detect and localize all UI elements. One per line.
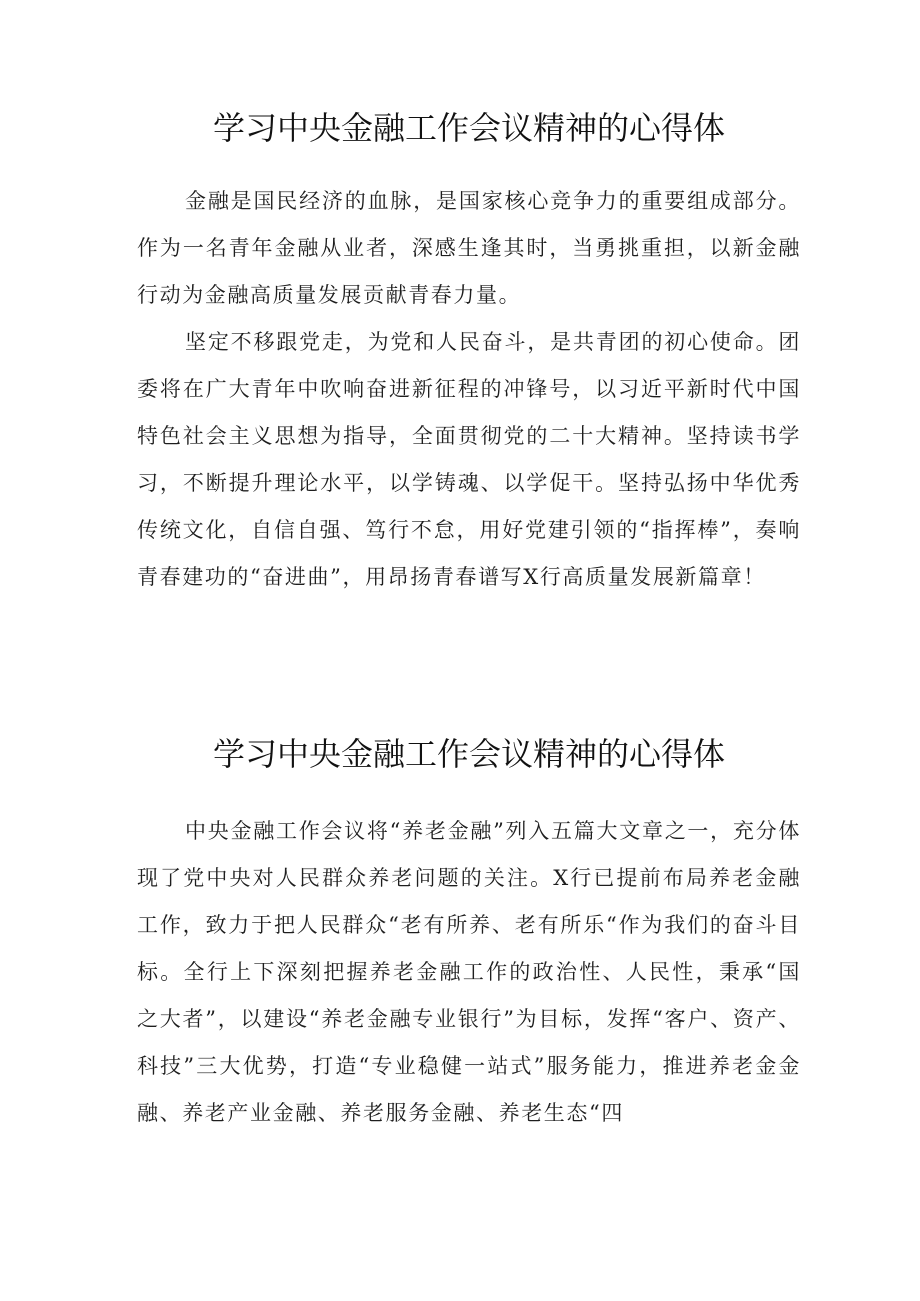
article-title: 学习中央金融工作会议精神的心得体 — [212, 735, 725, 773]
article-body — [137, 808, 801, 1137]
article-section-2 — [137, 726, 801, 1137]
article-section-1 — [137, 100, 801, 601]
article-title: 学习中央金融工作会议精神的心得体 — [212, 109, 725, 147]
paragraph: 金融是国民经济的血脉，是国家核心竞争力的重要组成部分。作为一名青年金融从业者，深感生逢其时，当勇挑重担，以新金融行动为金融高质量发展贡献青春力量。 — [137, 189, 801, 307]
paragraph: 中央金融工作会议将“养老金融”列入五篇大文章之一，充分体现了党中央对人民群众养老问题的关注。X行已提前布局养老金融工作，致力于把人民群众“老有所养、老有所乐“作为我们的奋斗目标。全行上下深刻把握养老金融工作的政治性、人民性，秉承“国之大者”，以建设“养老金融专业银行”为目标，发挥“客户、资产、科技”三大优势，打造“专业稳健一站式”服务能力，推进养老金金融、养老产业金融、养老服务金融、养老生态“四 — [137, 819, 801, 1125]
article-body — [137, 178, 801, 601]
paragraph: 坚定不移跟党走，为党和人民奋斗，是共青团的初心使命。团委将在广大青年中吹响奋进新征程的冲锋号，以习近平新时代中国特色社会主义思想为指导，全面贯彻党的二十大精神。坚持读书学习，不断提升理论水平，以学铸魂、以学促干。坚持弘扬中华优秀传统文化，自信自强、笃行不怠，用好党建引领的“指挥棒”，奏响青春建功的“奋进曲”，用昂扬青春谱写X行高质量发展新篇章！ — [137, 330, 801, 589]
